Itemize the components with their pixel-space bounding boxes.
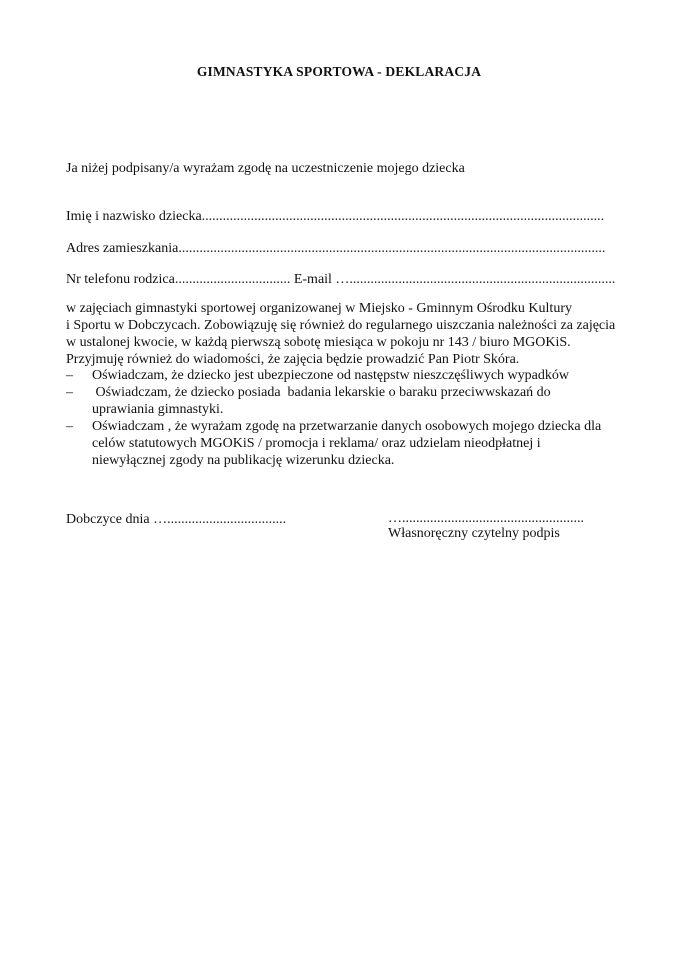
declaration-line: Oświadczam , że wyrażam zgodę na przetwarzanie danych osobowych mojego dziecka dla [92, 419, 602, 434]
terms-paragraph [66, 300, 626, 368]
list-dash: – [66, 385, 73, 400]
declaration-item-medical [66, 384, 626, 418]
declaration-line: niewyłącznej zgody na publikację wizerunku dziecka. [92, 453, 395, 468]
intro-sentence: Ja niżej podpisany/a wyrażam zgodę na uczestniczenie mojego dziecka [66, 161, 465, 176]
phone-email-field: Nr telefonu rodzica................................. E-mail …............................................................................ [66, 272, 616, 287]
declaration-line: celów statutowych MGOKiS / promocja i reklama/ oraz udzielam nieodpłatnej i [92, 436, 541, 451]
list-dash: – [66, 368, 73, 383]
terms-line: Przyjmuję również do wiadomości, że zajęcia będzie prowadzić Pan Piotr Skóra. [66, 352, 520, 367]
list-dash: – [66, 419, 73, 434]
address-field: Adres zamieszkania.......................................................................................................................... [66, 241, 606, 256]
signature-field: ….................................................... [388, 511, 584, 526]
document-title: GIMNASTYKA SPORTOWA - DEKLARACJA [196, 64, 482, 79]
date-field: Dobczyce dnia ….................................. [66, 512, 287, 527]
terms-line: w ustalonej kwocie, w każdą pierwszą sobotę miesiąca w pokoju nr 143 / biuro MGOKiS. [66, 335, 571, 350]
terms-line: w zajęciach gimnastyki sportowej organizowanej w Miejsko - Gminnym Ośrodku Kultury [66, 301, 572, 316]
declaration-item-data-consent [66, 418, 626, 469]
terms-line: i Sportu w Dobczycach. Zobowiązuję się również do regularnego uiszczania należności za zajęcia [66, 318, 616, 333]
declaration-item-insurance [66, 367, 626, 384]
declarations-list [66, 367, 626, 469]
signature-caption: Własnoręczny czytelny podpis [388, 526, 560, 541]
declaration-line: Oświadczam, że dziecko jest ubezpieczone od następstw nieszczęśliwych wypadków [92, 368, 569, 383]
declaration-line: uprawiania gimnastyki. [92, 402, 224, 417]
child-name-field: Imię i nazwisko dziecka................................................................................................................... [66, 209, 605, 224]
declaration-line: Oświadczam, że dziecko posiada badania lekarskie o baraku przeciwwskazań do [92, 385, 551, 400]
